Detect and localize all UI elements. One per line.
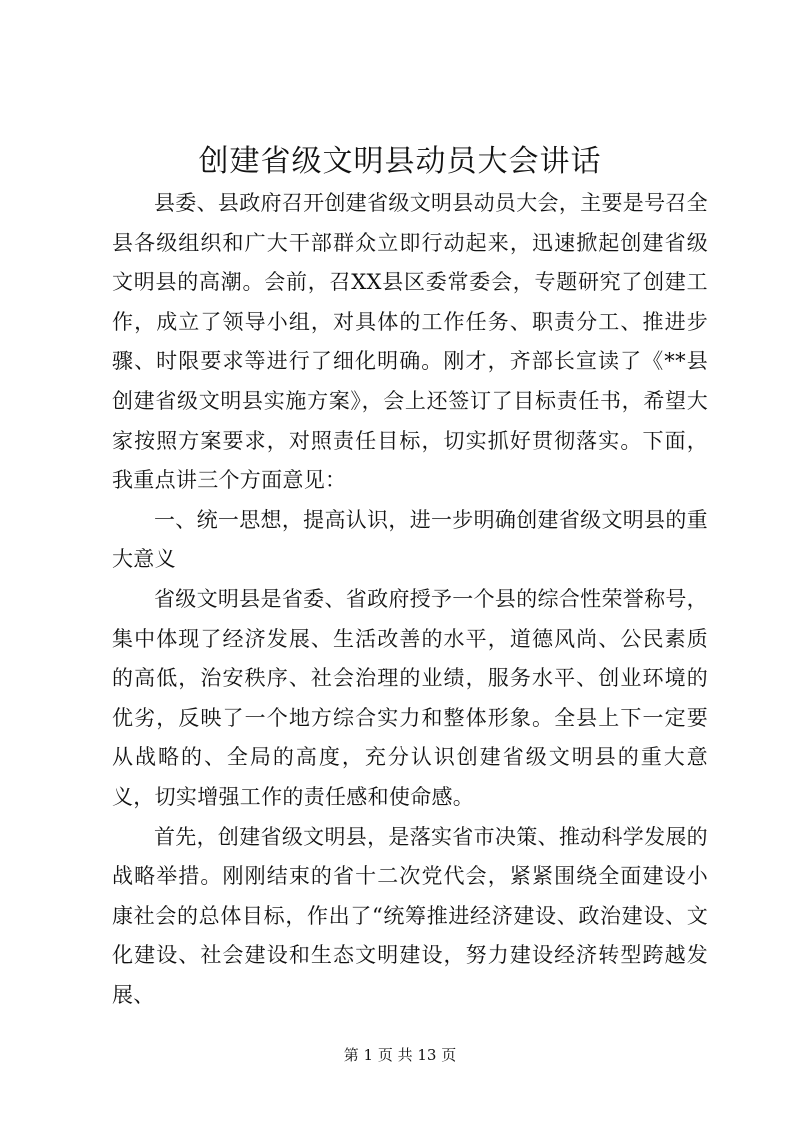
paragraph-intro: 县委、县政府召开创建省级文明县动员大会，主要是号召全县各级组织和广大干部群众立即行动起来，迅速掀起创建省级文明县的高潮。会前，召XX县区委常委会，专题研究了创建工作，成立了领导小组，对具体的工作任务、职责分工、推进步骤、时限要求等进行了细化明确。刚才，齐部长宣读了《**县创建省级文明县实施方案》，会上还签订了目标责任书，希望大家按照方案要求，对照责任目标，切实抓好贯彻落实。下面，我重点讲三个方面意见： [112,191,708,493]
document-title: 创建省级文明县动员大会讲话 [198,144,602,179]
page-number-label: 第 1 页 共 13 页 [343,1046,457,1064]
paragraph-first-point: 首先，创建省级文明县，是落实省市决策、推动科学发展的战略举措。刚刚结束的省十二次党代会，紧紧围绕全面建设小康社会的总体目标，作出了“统筹推进经济建设、政治建设、文化建设、社会建设和生态文明建设，努力建设经济转型跨越发展、 [112,824,708,1007]
page-footer [0,1045,800,1065]
section-heading-1: 一、统一思想，提高认识，进一步明确创建省级文明县的重大意义 [112,507,708,572]
paragraph-significance: 省级文明县是省委、省政府授予一个县的综合性荣誉称号，集中体现了经济发展、生活改善的水平，道德风尚、公民素质的高低，治安秩序、社会治理的业绩，服务水平、创业环境的优劣，反映了一个地方综合实力和整体形象。全县上下一定要从战略的、全局的高度，充分认识创建省级文明县的重大意义，切实增强工作的责任感和使命感。 [112,586,708,809]
document-body [112,184,708,1015]
